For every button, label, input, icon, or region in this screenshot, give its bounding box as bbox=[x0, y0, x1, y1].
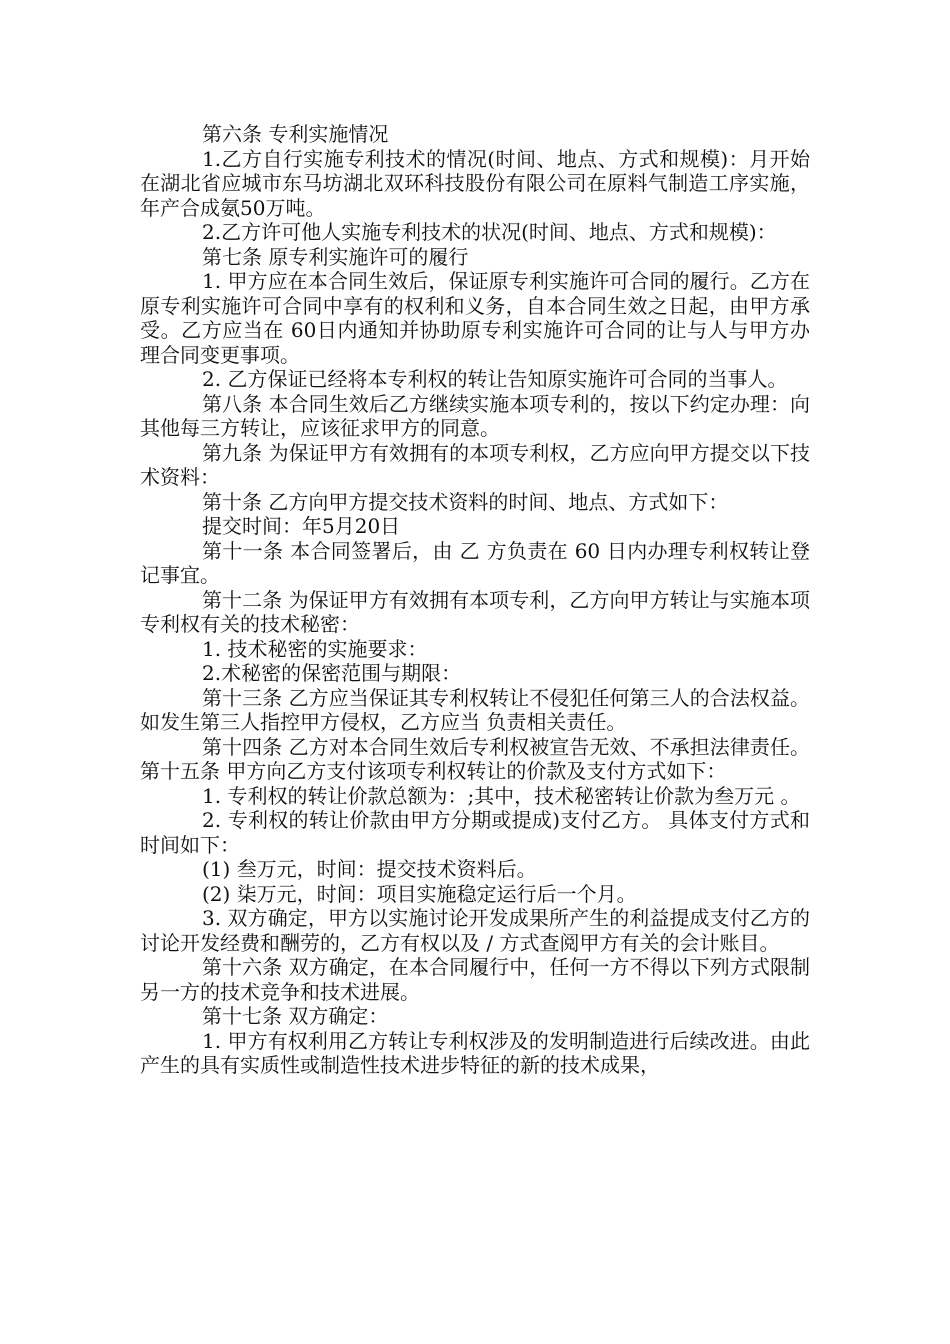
article-17-item-1: 1. 甲方有权利用乙方转让专利权涉及的发明制造进行后续改进。由此产生的具有实质性或制造性技术进步特征的新的技术成果， bbox=[140, 1028, 810, 1077]
article-6-heading: 第六条 专利实施情况 bbox=[202, 122, 389, 146]
article-7-item-1: 1. 甲方应在本合同生效后，保证原专利实施许可合同的履行。乙方在原专利实施许可合同中享有的权利和义务，自本合同生效之日起，由甲方承受。乙方应当在 60日内通知并协助原专利实施许可合同的让与人与甲方办理合同变更事项。 bbox=[140, 269, 810, 367]
article-15-installment-2: (2) 柒万元，时间：项目实施稳定运行后一个月。 bbox=[202, 881, 637, 906]
article-15-item-2: 2. 专利权的转让价款由甲方分期或提成)支付乙方。 具体支付方式和时间如下： bbox=[140, 808, 810, 857]
article-6-item-2: 2.乙方许可他人实施专利技术的状况(时间、地点、方式和规模)： bbox=[202, 220, 777, 244]
article-15-item-3: 3. 双方确定，甲方以实施讨论开发成果所产生的利益提成支付乙方的讨论开发经费和酬劳的，乙方有权以及 / 方式查阅甲方有关的会计账目。 bbox=[140, 906, 810, 955]
article-15-item-1: 1. 专利权的转让价款总额为：;其中，技术秘密转让价款为叁万元 。 bbox=[202, 783, 801, 808]
article-10-submit-time: 提交时间：年5月20日 bbox=[202, 514, 401, 538]
article-16: 第十六条 双方确定，在本合同履行中，任何一方不得以下列方式限制另一方的技术竞争和技术进展。 bbox=[140, 955, 810, 1004]
article-6-item-1: 1.乙方自行实施专利技术的情况(时间、地点、方式和规模)：月开始在湖北省应城市东马坊湖北双环科技股份有限公司在原料气制造工序实施，年产合成氨50万吨。 bbox=[140, 146, 810, 220]
article-13: 第十三条 乙方应当保证其专利权转让不侵犯任何第三人的合法权益。如发生第三人指控甲方侵权，乙方应当 负责相关责任。 bbox=[140, 685, 810, 734]
article-17-heading: 第十七条 双方确定： bbox=[202, 1004, 389, 1028]
article-7-item-2: 2. 乙方保证已经将本专利权的转让告知原实施许可合同的当事人。 bbox=[202, 367, 788, 391]
article-12-item-1: 1. 技术秘密的实施要求： bbox=[202, 636, 428, 661]
article-10: 第十条 乙方向甲方提交技术资料的时间、地点、方式如下： bbox=[202, 489, 729, 514]
article-9: 第九条 为保证甲方有效拥有的本项专利权，乙方应向甲方提交以下技术资料： bbox=[140, 440, 810, 489]
article-12: 第十二条 为保证甲方有效拥有本项专利，乙方向甲方转让与实施本项专利权有关的技术秘密： bbox=[140, 587, 810, 636]
article-12-item-2: 2.术秘密的保密范围与期限： bbox=[202, 661, 462, 685]
article-8: 第八条 本合同生效后乙方继续实施本项专利的，按以下约定办理：向其他每三方转让，应该征求甲方的同意。 bbox=[140, 391, 810, 440]
article-15-installment-1: (1) 叁万元，时间：提交技术资料后。 bbox=[202, 857, 537, 881]
article-11: 第十一条 本合同签署后，由 乙 方负责在 60 日内办理专利权转让登记事宜。 bbox=[140, 538, 810, 587]
article-14-15: 第十四条 乙方对本合同生效后专利权被宣告无效、不承担法律责任。 第十五条 甲方向乙方支付该项专利权转让的价款及支付方式如下： bbox=[140, 734, 810, 783]
article-7-heading: 第七条 原专利实施许可的履行 bbox=[202, 244, 469, 269]
